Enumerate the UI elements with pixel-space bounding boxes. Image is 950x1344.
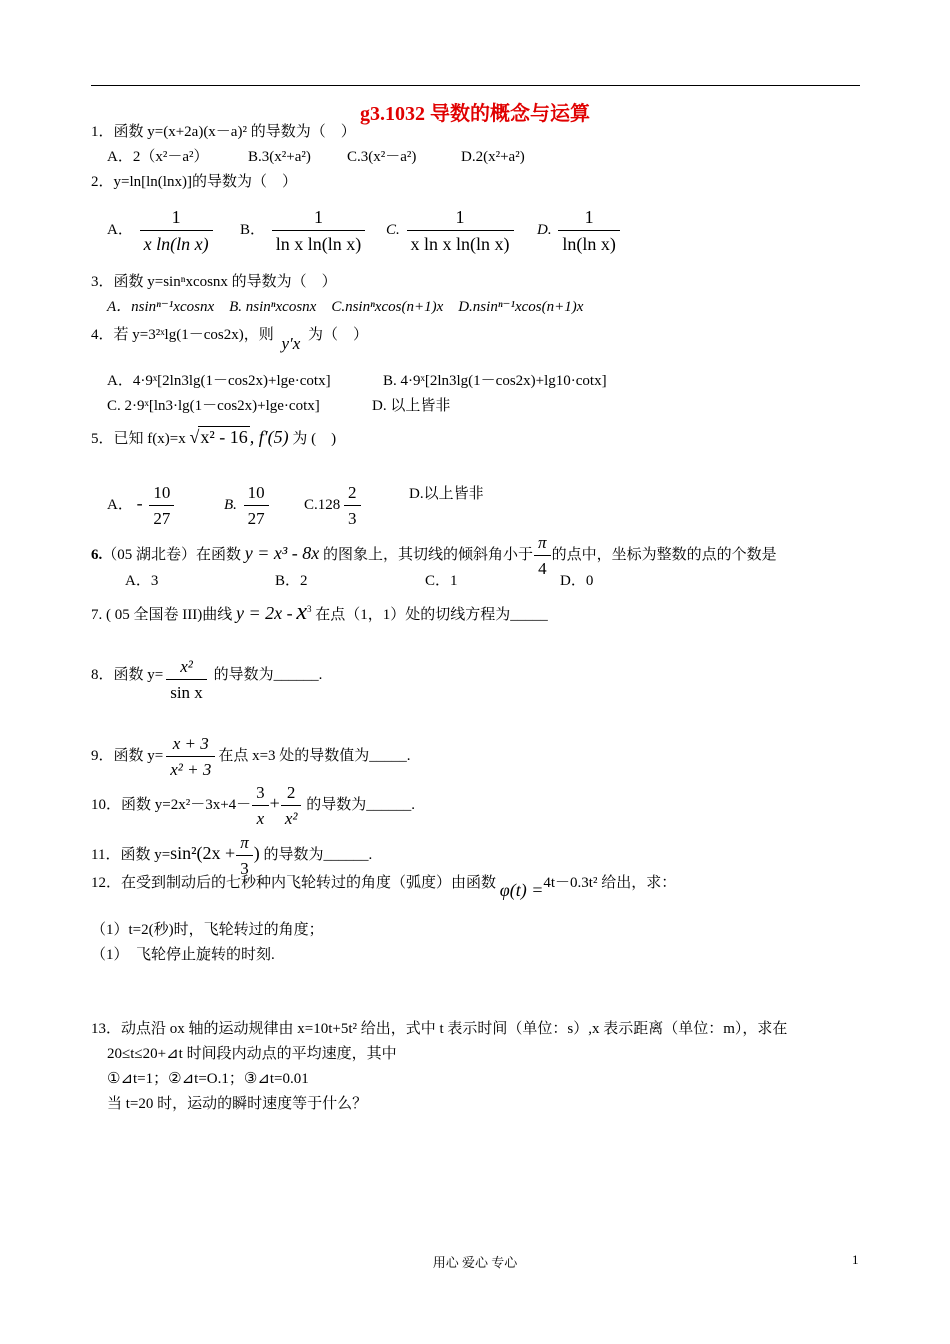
- question-1-option-a: A．2（x²－a²）: [107, 149, 209, 165]
- fraction-numerator: x²: [166, 656, 207, 680]
- option-label: C.: [386, 221, 400, 238]
- question-12-part-2: （1） 飞轮停止旋转的时刻.: [91, 947, 275, 963]
- question-7-stem-text: 7. ( 05 全国卷 III)曲线: [91, 607, 233, 623]
- fraction-denominator: x: [256, 809, 265, 828]
- question-6-stem-end: 的点中，坐标为整数的点的个数是: [551, 546, 777, 563]
- question-6-option-d: D．0: [560, 573, 594, 589]
- page-title: g3.1032 导数的概念与运算: [360, 103, 590, 125]
- question-13-line-1: 13．动点沿 ox 轴的运动规律由 x=10t+5t² 给出，式中 t 表示时间（单位：s）,x 表示距离（单位：m），求在: [91, 1021, 788, 1037]
- fraction-denominator: x² + 3: [170, 760, 212, 779]
- derivative-symbol: y′x: [281, 334, 301, 353]
- fraction-numerator: 2: [281, 782, 302, 806]
- option-label: B.: [224, 496, 237, 513]
- page-footer: 用心 爱心 专心: [432, 1255, 518, 1270]
- curve-expression: y = 2x -: [235, 603, 293, 623]
- question-5-stem-text: 5．已知 f(x)=x: [91, 431, 186, 447]
- question-4-option-b: B. 4·9ˣ[2ln3lg(1－cos2x)+lg10·cotx]: [383, 373, 607, 389]
- minus-sign: -: [136, 492, 143, 513]
- option-label: C.128: [304, 496, 341, 513]
- fraction-denominator: x ln(ln x): [143, 234, 209, 254]
- fraction-numerator: 10: [149, 482, 174, 506]
- fraction-denominator: ln(ln x): [562, 234, 616, 254]
- question-10-fraction-1: [252, 782, 269, 829]
- fraction-numerator: 1: [558, 206, 620, 231]
- question-4-stem-text: 4．若 y=3²ˣlg(1－cos2x)，则: [91, 327, 274, 343]
- question-8-stem-text: 8．函数 y=: [91, 667, 164, 683]
- question-11-stem-end: 的导数为______.: [263, 846, 373, 863]
- sine-expression: sin²(2x +: [170, 842, 236, 863]
- option-b-fraction: [244, 482, 269, 529]
- question-6-stem-text: （05 湖北卷）在函数: [102, 546, 242, 563]
- question-2-option-b: [240, 206, 368, 255]
- question-4-option-c: C. 2·9ˣ[ln3·lg(1－cos2x)+lge·cotx]: [107, 398, 320, 414]
- option-d-fraction: [558, 206, 620, 255]
- question-9-stem-text: 9．函数 y=: [91, 747, 164, 764]
- question-5-option-a: [107, 482, 177, 529]
- cubed-variable: x: [296, 599, 308, 625]
- question-13-line-4: 当 t=20 时，运动的瞬时速度等于什么？: [107, 1096, 368, 1112]
- question-2-option-a: [107, 206, 216, 255]
- closing-paren: ): [253, 842, 260, 863]
- fraction-denominator: 27: [153, 509, 171, 528]
- question-12-stem: [91, 871, 677, 900]
- question-5-option-c: [304, 482, 364, 529]
- question-3-options: A．nsinⁿ⁻¹xcosnx B. nsinⁿxcosnx C.nsinⁿxcos(n+1)x D.nsinⁿ⁻¹xcos(n+1)x: [107, 299, 584, 315]
- question-2-option-d: [537, 206, 623, 255]
- sqrt-radicand: x² - 16: [200, 427, 248, 447]
- question-9-stem-end: 在点 x=3 处的导数值为_____.: [218, 747, 411, 764]
- pi-over-four-fraction: [534, 532, 551, 579]
- option-label: A．: [107, 221, 133, 238]
- question-8-fraction: [166, 656, 207, 703]
- question-12-stem-end: 4t－0.3t² 给出，求：: [543, 875, 677, 891]
- derivative-expression: , f′(5): [249, 427, 289, 447]
- question-9-fraction: [166, 733, 215, 780]
- question-7-stem: [91, 599, 548, 625]
- option-a-fraction: [140, 206, 213, 255]
- fraction-numerator: 3: [252, 782, 269, 806]
- question-7-stem-end: 在点（1，1）处的切线方程为_____: [315, 607, 548, 623]
- question-6-stem-middle: 的图象上，其切线的倾斜角小于: [323, 546, 534, 563]
- fraction-denominator: sin x: [170, 683, 203, 702]
- question-11-stem-text: 11．函数 y=: [91, 846, 171, 863]
- option-label: A．: [107, 496, 133, 513]
- question-8-stem: [91, 656, 322, 703]
- fraction-denominator: x²: [284, 809, 298, 828]
- question-number: 6.: [91, 546, 103, 563]
- question-1-option-c: C.3(x²－a²): [347, 149, 417, 165]
- question-6-option-b: B．2: [275, 573, 308, 589]
- question-2-stem: 2．y=ln[ln(lnx)]的导数为（ ）: [91, 174, 297, 190]
- question-4-option-a: A．4·9ˣ[2ln3lg(1－cos2x)+lge·cotx]: [107, 373, 331, 389]
- question-5-stem: [91, 426, 336, 449]
- option-label: B．: [240, 221, 266, 238]
- question-1-option-b: B.3(x²+a²): [248, 149, 311, 165]
- option-c-fraction: [344, 482, 361, 529]
- option-a-fraction: [149, 482, 174, 529]
- fraction-denominator: 3: [348, 509, 357, 528]
- question-4-stem: [91, 324, 369, 353]
- question-10-stem: [91, 782, 415, 829]
- fraction-denominator: ln x ln(ln x): [275, 234, 362, 254]
- header-rule: [91, 85, 860, 86]
- question-13-line-3: ①⊿t=1；②⊿t=O.1；③⊿t=0.01: [107, 1071, 309, 1087]
- fraction-numerator: 2: [344, 482, 361, 506]
- question-3-stem: 3．函数 y=sinⁿxcosnx 的导数为（ ）: [91, 274, 337, 290]
- plus-sign: +: [269, 792, 280, 813]
- fraction-numerator: 1: [407, 206, 514, 231]
- question-5-option-b: [224, 482, 272, 529]
- question-6-option-a: A．3: [125, 573, 159, 589]
- fraction-numerator: 1: [272, 206, 366, 231]
- question-4-stem-end: 为（ ）: [308, 327, 369, 343]
- question-5-option-d: D.以上皆非: [409, 486, 484, 502]
- fraction-denominator: 3: [240, 859, 249, 878]
- question-12-stem-text: 12．在受到制动后的七秒种内飞轮转过的角度（弧度）由函数: [91, 875, 497, 891]
- question-2-option-c: [386, 206, 517, 255]
- page-number: 1: [852, 1252, 859, 1267]
- option-b-fraction: [272, 206, 366, 255]
- question-1-option-d: D.2(x²+a²): [461, 149, 525, 165]
- question-4-option-d: D. 以上皆非: [372, 398, 451, 414]
- function-expression: y = x³ - 8x: [244, 542, 320, 563]
- question-12-part-1: （1）t=2(秒)时，飞轮转过的角度；: [91, 922, 324, 938]
- fraction-numerator: 10: [244, 482, 269, 506]
- sqrt-sign: √: [189, 427, 200, 447]
- fraction-numerator: 1: [140, 206, 213, 231]
- question-8-stem-end: 的导数为______.: [213, 667, 323, 683]
- phi-function: φ(t) =: [499, 880, 544, 900]
- option-label: D.: [537, 221, 552, 238]
- option-c-fraction: [407, 206, 514, 255]
- question-9-stem: [91, 733, 411, 780]
- fraction-numerator: x + 3: [166, 733, 215, 757]
- fraction-numerator: π: [236, 832, 253, 856]
- fraction-numerator: π: [534, 532, 551, 556]
- cube-exponent: 3: [307, 604, 312, 614]
- question-13-line-2: 20≤t≤20+⊿t 时间段内动点的平均速度，其中: [107, 1046, 397, 1062]
- question-10-stem-end: 的导数为______.: [306, 796, 415, 813]
- question-5-stem-end: 为 ( ): [292, 431, 337, 447]
- fraction-denominator: x ln x ln(ln x): [410, 234, 510, 254]
- question-1-stem: 1．函数 y=(x+2a)(x－a)² 的导数为（ ）: [91, 124, 356, 140]
- question-10-stem-text: 10．函数 y=2x²－3x+4－: [91, 796, 252, 813]
- fraction-denominator: 27: [247, 509, 265, 528]
- question-10-fraction-2: [281, 782, 302, 829]
- fraction-denominator: 4: [538, 559, 547, 578]
- question-6-option-c: C．1: [425, 573, 458, 589]
